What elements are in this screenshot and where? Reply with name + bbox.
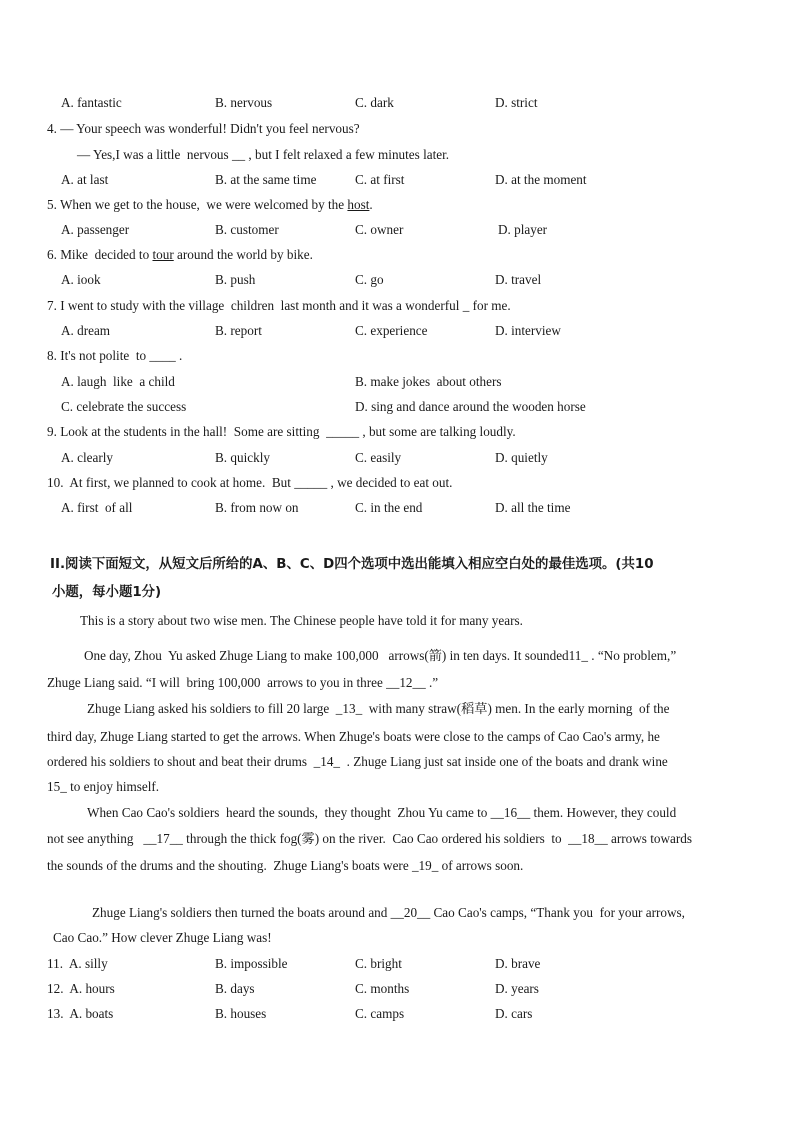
q5-underlined-word: host bbox=[347, 197, 370, 212]
option-a: A. at last bbox=[61, 172, 109, 187]
option-c: C. celebrate the success bbox=[61, 399, 187, 414]
option-d: D. player bbox=[498, 222, 548, 237]
option-b: B. impossible bbox=[215, 956, 288, 971]
option-a: A. dream bbox=[61, 323, 111, 338]
option-d: D. all the time bbox=[495, 500, 571, 515]
option-d: D. travel bbox=[495, 272, 542, 287]
option-c: C. experience bbox=[355, 323, 428, 338]
passage-paragraph-4-line3: the sounds of the drums and the shouting. Zhuge Liang's boats were _19_ of arrows soon. bbox=[47, 858, 524, 873]
option-c: C. go bbox=[355, 272, 384, 287]
option-b: B. report bbox=[215, 323, 262, 338]
q6-stem bbox=[47, 247, 313, 263]
passage-paragraph-1: This is a story about two wise men. The Chinese people have told it for many years. bbox=[80, 613, 523, 628]
option-a: A. fantastic bbox=[61, 95, 122, 110]
q5-stem-pre: 5. When we get to the house, we were welcomed by the bbox=[47, 197, 348, 212]
option-b: B. nervous bbox=[215, 95, 273, 110]
passage-paragraph-4-line2: not see anything __17__ through the thick fog(雾) on the river. Cao Cao ordered his soldiers to __18__ arrows towards bbox=[47, 831, 692, 846]
option-a: 12. A. hours bbox=[47, 981, 115, 996]
q4-stem-line2: — Yes,I was a little nervous __ , but I felt relaxed a few minutes later. bbox=[77, 147, 450, 162]
option-c: C. owner bbox=[355, 222, 404, 237]
option-d: D. quietly bbox=[495, 450, 548, 465]
option-b: B. quickly bbox=[215, 450, 270, 465]
option-a: 11. A. silly bbox=[47, 956, 108, 971]
option-b: B. houses bbox=[215, 1006, 267, 1021]
option-a: A. passenger bbox=[61, 222, 130, 237]
option-b: B. make jokes about others bbox=[355, 374, 502, 389]
option-d: D. brave bbox=[495, 956, 541, 971]
section-heading-line1: II.阅读下面短文，从短文后所给的A、B、C、D四个选项中选出能填入相应空白处的最佳选项。(共10 bbox=[50, 557, 654, 572]
passage-paragraph-3-line4: 15_ to enjoy himself. bbox=[47, 779, 160, 794]
passage-paragraph-3-line1: Zhuge Liang asked his soldiers to fill 20 large _13_ with many straw(稻草) men. In the early morning of the bbox=[87, 701, 670, 716]
option-a: A. laugh like a child bbox=[61, 374, 175, 389]
option-b: B. at the same time bbox=[215, 172, 317, 187]
option-d: D. strict bbox=[495, 95, 538, 110]
q8-stem: 8. It's not polite to ____ . bbox=[47, 348, 183, 363]
option-d: D. cars bbox=[495, 1006, 533, 1021]
q6-stem-post: around the world by bike. bbox=[173, 247, 313, 262]
option-c: C. bright bbox=[355, 956, 402, 971]
option-d: D. sing and dance around the wooden horse bbox=[355, 399, 586, 414]
q5-stem-post: . bbox=[369, 197, 373, 212]
passage-paragraph-2-line1: One day, Zhou Yu asked Zhuge Liang to make 100,000 arrows(箭) in ten days. It sounded11_ . “No problem,” bbox=[84, 648, 677, 663]
passage-paragraph-3-line3: ordered his soldiers to shout and beat their drums _14_ . Zhuge Liang just sat inside one of the boats and drank wine bbox=[47, 754, 668, 769]
option-a: 13. A. boats bbox=[47, 1006, 114, 1021]
q7-stem: 7. I went to study with the village children last month and it was a wonderful _ for me. bbox=[47, 298, 511, 313]
passage-paragraph-4-line1: When Cao Cao's soldiers heard the sounds, they thought Zhou Yu came to __16__ them. However, they could bbox=[87, 805, 677, 820]
q4-stem-line1: 4. — Your speech was wonderful! Didn't you feel nervous? bbox=[47, 121, 360, 136]
q5-stem bbox=[47, 197, 373, 213]
option-c: C. dark bbox=[355, 95, 394, 110]
passage-paragraph-5-line1: Zhuge Liang's soldiers then turned the boats around and __20__ Cao Cao's camps, “Thank you for your arrows, bbox=[92, 905, 685, 920]
option-d: D. interview bbox=[495, 323, 561, 338]
passage-paragraph-2-line2: Zhuge Liang said. “I will bring 100,000 arrows to you in three __12__ .” bbox=[47, 675, 439, 690]
q6-stem-pre: 6. Mike decided to bbox=[47, 247, 153, 262]
q6-underlined-word: tour bbox=[152, 247, 174, 262]
passage-paragraph-3-line2: third day, Zhuge Liang started to get the arrows. When Zhuge's boats were close to the camps of Cao Cao's army, he bbox=[47, 729, 660, 744]
option-b: B. days bbox=[215, 981, 255, 996]
option-d: D. years bbox=[495, 981, 539, 996]
option-b: B. customer bbox=[215, 222, 279, 237]
option-c: C. easily bbox=[355, 450, 402, 465]
q9-stem: 9. Look at the students in the hall! Some are sitting _____ , but some are talking loudly. bbox=[47, 424, 516, 439]
option-d: D. at the moment bbox=[495, 172, 587, 187]
q10-stem: 10. At first, we planned to cook at home. But _____ , we decided to eat out. bbox=[47, 475, 453, 490]
option-a: A. clearly bbox=[61, 450, 113, 465]
option-c: C. months bbox=[355, 981, 410, 996]
option-c: C. at first bbox=[355, 172, 405, 187]
section-heading-line2: 小题，每小题1分) bbox=[52, 585, 162, 600]
option-b: B. from now on bbox=[215, 500, 299, 515]
option-a: A. iook bbox=[61, 272, 101, 287]
option-c: C. in the end bbox=[355, 500, 423, 515]
passage-paragraph-5-line2: Cao Cao.” How clever Zhuge Liang was! bbox=[53, 930, 272, 945]
option-c: C. camps bbox=[355, 1006, 405, 1021]
option-b: B. push bbox=[215, 272, 256, 287]
option-a: A. first of all bbox=[61, 500, 133, 515]
